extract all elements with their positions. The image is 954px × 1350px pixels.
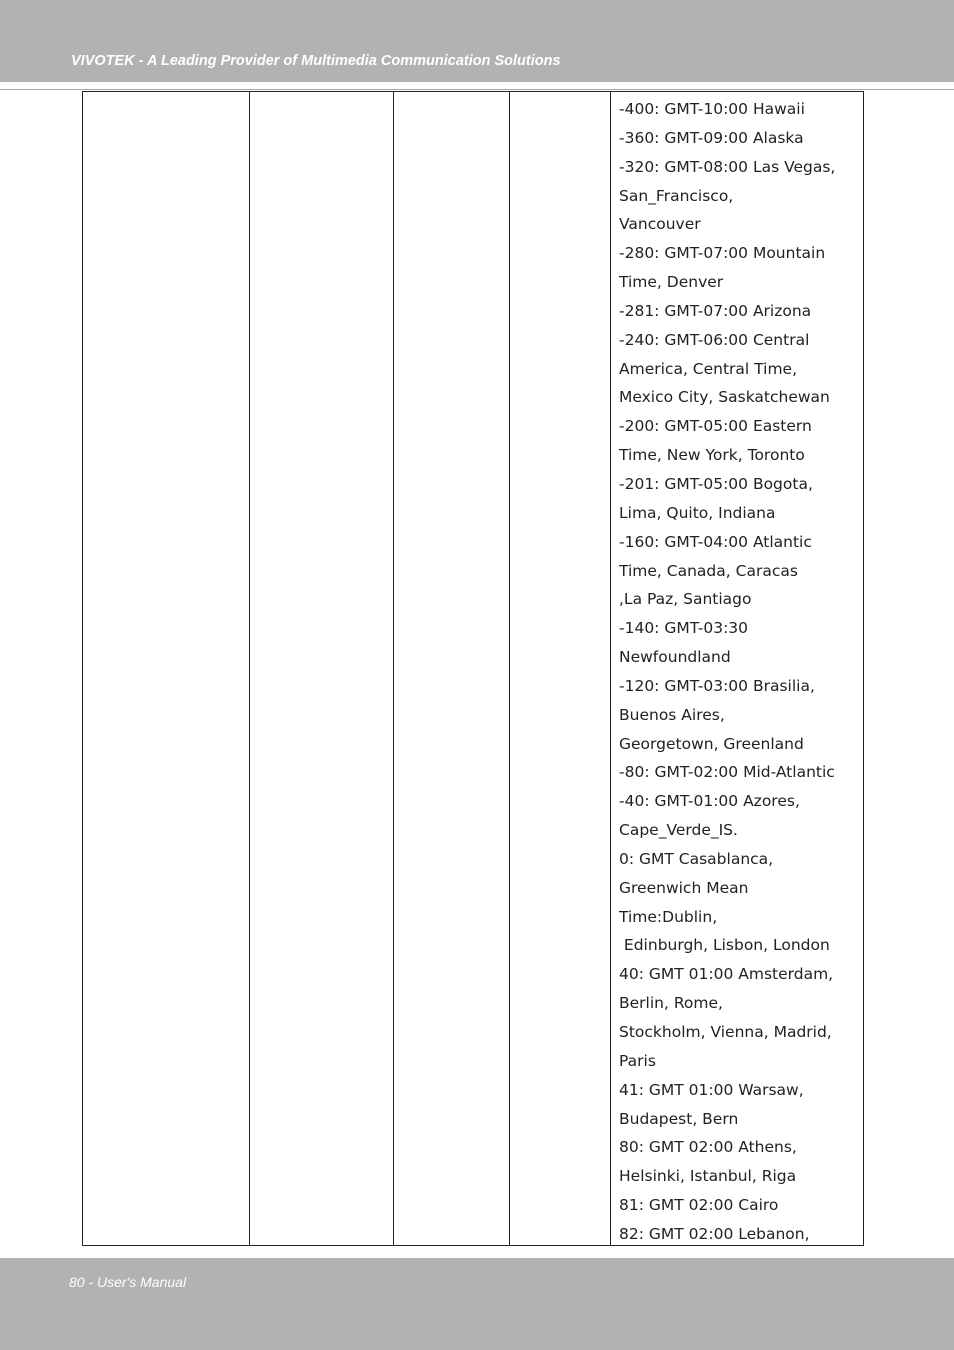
timezone-line: Budapest, Bern [619,1109,739,1128]
timezone-line: -360: GMT-09:00 Alaska [619,128,804,147]
timezone-line: -201: GMT-05:00 Bogota, [619,474,813,493]
timezone-line: -320: GMT-08:00 Las Vegas, [619,157,836,176]
page-footer-bar [0,1258,954,1350]
timezone-line: 81: GMT 02:00 Cairo [619,1196,779,1215]
timezone-line: Cape_Verde_IS. [619,821,738,840]
timezone-line: Georgetown, Greenland [619,734,804,753]
timezone-line: -200: GMT-05:00 Eastern [619,417,812,436]
timezone-line: Mexico City, Saskatchewan [619,388,830,407]
timezone-line: Stockholm, Vienna, Madrid, [619,1023,832,1041]
timezone-line: Time, New York, Toronto [619,446,805,465]
timezone-line: ,La Paz, Santiago [619,590,752,609]
timezone-line: Edinburgh, Lisbon, London [619,936,830,955]
timezone-line: Helsinki, Istanbul, Riga [619,1167,797,1186]
timezone-line: Time, Canada, Caracas [619,561,798,580]
timezone-line: Berlin, Rome, [619,994,723,1013]
column-divider-1 [249,92,250,1245]
timezone-line: Vancouver [619,215,701,234]
header-title: VIVOTEK - A Leading Provider of Multimedia Communication Solutions [71,53,561,69]
timezone-line: Paris [619,1051,656,1070]
timezone-line: 40: GMT 01:00 Amsterdam, [619,965,834,984]
timezone-line: -80: GMT-02:00 Mid-Atlantic [619,763,835,782]
timezone-line: -120: GMT-03:00 Brasilia, [619,676,815,695]
timezone-line: America, Central Time, [619,359,798,378]
timezone-line: -160: GMT-04:00 Atlantic [619,532,812,551]
timezone-line: San_Francisco, [619,186,734,205]
timezone-line: -140: GMT-03:30 [619,619,749,638]
timezone-values-cell [611,92,863,1245]
timezone-line: -400: GMT-10:00 Hawaii [619,100,805,118]
timezone-line: -40: GMT-01:00 Azores, [619,792,800,811]
timezone-line: Time, Denver [619,273,724,292]
timezone-line: Lima, Quito, Indiana [619,503,776,522]
column-divider-2 [393,92,394,1245]
header-divider [0,89,954,90]
page-number-label: 80 - User's Manual [69,1274,187,1290]
column-divider-3 [509,92,510,1245]
timezone-line: Buenos Aires, [619,705,725,724]
timezone-line: -280: GMT-07:00 Mountain [619,244,826,263]
timezone-line: Newfoundland [619,648,731,667]
timezone-line: -240: GMT-06:00 Central [619,330,810,349]
timezone-line: 80: GMT 02:00 Athens, [619,1138,797,1157]
page-header-bar [0,0,954,82]
timezone-line: 0: GMT Casablanca, [619,849,774,868]
parameter-table [82,91,864,1246]
timezone-line: -281: GMT-07:00 Arizona [619,301,812,320]
timezone-line: Greenwich Mean [619,878,749,897]
timezone-line: Time:Dublin, [619,907,718,926]
timezone-line: 41: GMT 01:00 Warsaw, [619,1080,804,1099]
timezone-line: 82: GMT 02:00 Lebanon, [619,1224,810,1243]
